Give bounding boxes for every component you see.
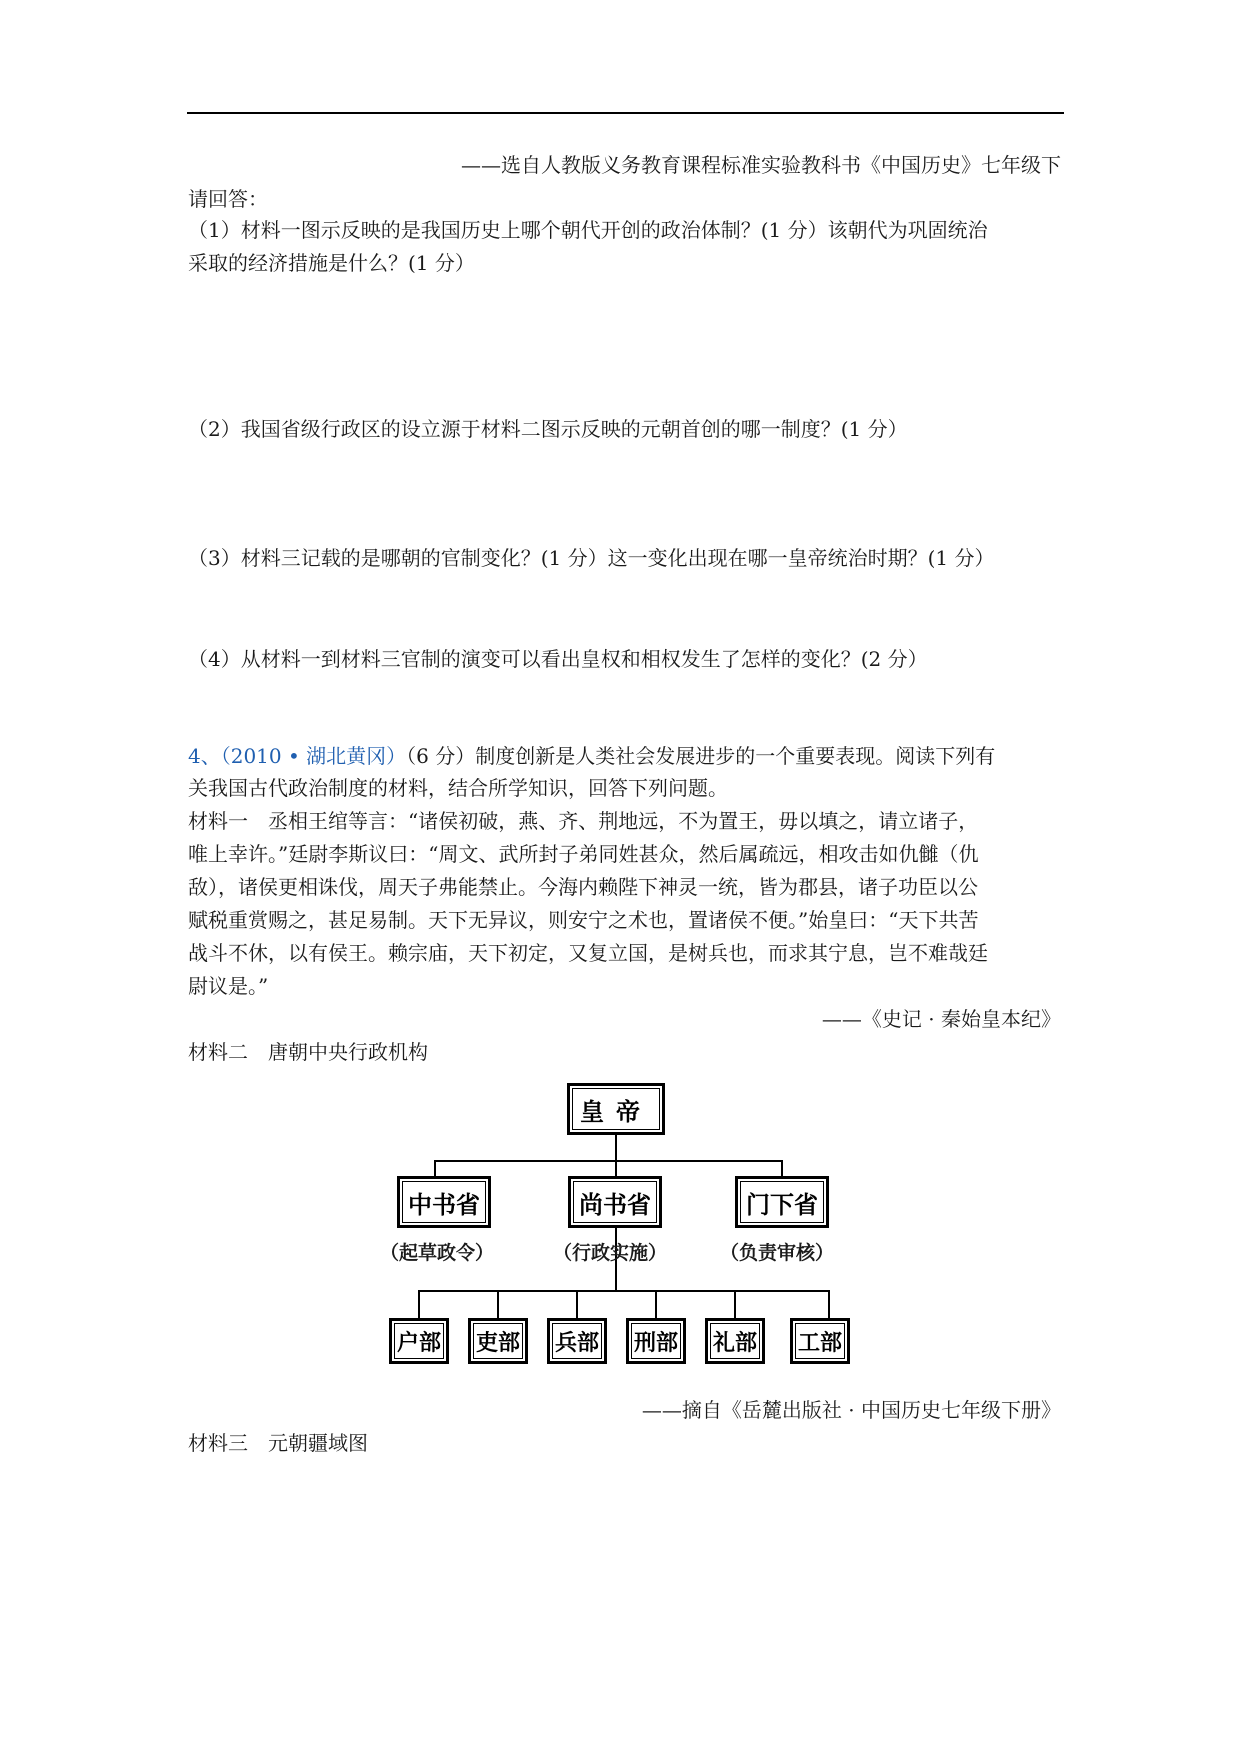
chart-caption: （行政实施） xyxy=(553,1242,668,1264)
question-1-line-1: （1）材料一图示反映的是我国历史上哪个朝代开创的政治体制？(1 分）该朝代为巩固统治 xyxy=(188,218,988,242)
chart-connector xyxy=(418,1290,420,1318)
chart-connector xyxy=(615,1267,617,1290)
chart-node-xingbu: 刑部 xyxy=(626,1318,686,1364)
chart-connector xyxy=(828,1290,830,1318)
chart-caption: （起草政令） xyxy=(380,1242,495,1264)
chart-node-menxia: 门下省 xyxy=(735,1176,829,1228)
chart-connector xyxy=(781,1160,783,1176)
prompt-text: 请回答： xyxy=(188,187,268,211)
chart-node-hubu: 户部 xyxy=(389,1318,449,1364)
question-4: （4）从材料一到材料三官制的演变可以看出皇权和相权发生了怎样的变化？(2 分） xyxy=(188,647,928,671)
material-1-line: 尉议是。” xyxy=(188,974,269,998)
question-1-line-2: 采取的经济措施是什么？(1 分） xyxy=(188,251,475,275)
chart-connector xyxy=(434,1160,782,1162)
material-2-title: 材料二 唐朝中央行政机构 xyxy=(188,1040,428,1064)
question-5-line-2: 关我国古代政治制度的材料，结合所学知识，回答下列问题。 xyxy=(188,776,728,800)
material-1-line: 材料一 丞相王绾等言：“诸侯初破，燕、齐、荆地远，不为置王，毋以填之，请立诸子， xyxy=(188,809,979,833)
chart-connector xyxy=(576,1290,578,1318)
chart-node-libu: 吏部 xyxy=(468,1318,528,1364)
material-1-line: 敌），诸侯更相诛伐，周天子弗能禁止。今海内赖陛下神灵一统，皆为郡县，诸子功臣以公 xyxy=(188,875,978,899)
material-2-source: ——摘自《岳麓出版社 · 中国历史七年级下册》 xyxy=(641,1398,1061,1422)
chart-connector xyxy=(497,1290,499,1318)
question-number: 4、 xyxy=(188,744,221,768)
chart-caption: （负责审核） xyxy=(720,1242,835,1264)
chart-connector xyxy=(434,1160,436,1176)
question-source-link[interactable]: （2010 • 湖北黄冈） xyxy=(220,744,407,768)
chart-node-zhongshu: 中书省 xyxy=(397,1176,491,1228)
chart-node-shangshu: 尚书省 xyxy=(568,1176,662,1228)
question-5-text: （6 分）制度创新是人类社会发展进步的一个重要表现。阅读下列有 xyxy=(406,744,996,768)
chart-node-emperor: 皇帝 xyxy=(567,1083,665,1135)
source-citation-1: ——选自人教版义务教育课程标准实验教科书《中国历史》七年级下 xyxy=(461,153,1061,177)
chart-connector xyxy=(655,1290,657,1318)
chart-node-gongbu: 工部 xyxy=(790,1318,850,1364)
chart-node-bingbu: 兵部 xyxy=(547,1318,607,1364)
material-1-line: 赋税重赏赐之，甚足易制。天下无异议，则安宁之术也，置诸侯不便。”始皇曰：“天下共苦 xyxy=(188,908,979,932)
chart-connector xyxy=(418,1290,830,1292)
question-3: （3）材料三记载的是哪朝的官制变化？(1 分）这一变化出现在哪一皇帝统治时期？(1 分） xyxy=(188,546,995,570)
material-1-line: 唯上幸许。”廷尉李斯议曰：“周文、武所封子弟同姓甚众，然后属疏远，相攻击如仇雠（仇 xyxy=(188,842,979,866)
material-1-source: ——《史记 · 秦始皇本纪》 xyxy=(821,1007,1061,1031)
chart-connector xyxy=(734,1290,736,1318)
material-1-line: 战斗不休，以有侯王。赖宗庙，天下初定，又复立国，是树兵也，而求其宁息，岂不难哉廷 xyxy=(188,941,988,965)
chart-node-libu-rites: 礼部 xyxy=(705,1318,765,1364)
question-5-line-1 xyxy=(188,741,995,771)
material-3-title: 材料三 元朝疆域图 xyxy=(188,1431,368,1455)
question-2: （2）我国省级行政区的设立源于材料二图示反映的元朝首创的哪一制度？(1 分） xyxy=(188,417,908,441)
header-rule xyxy=(187,112,1064,114)
